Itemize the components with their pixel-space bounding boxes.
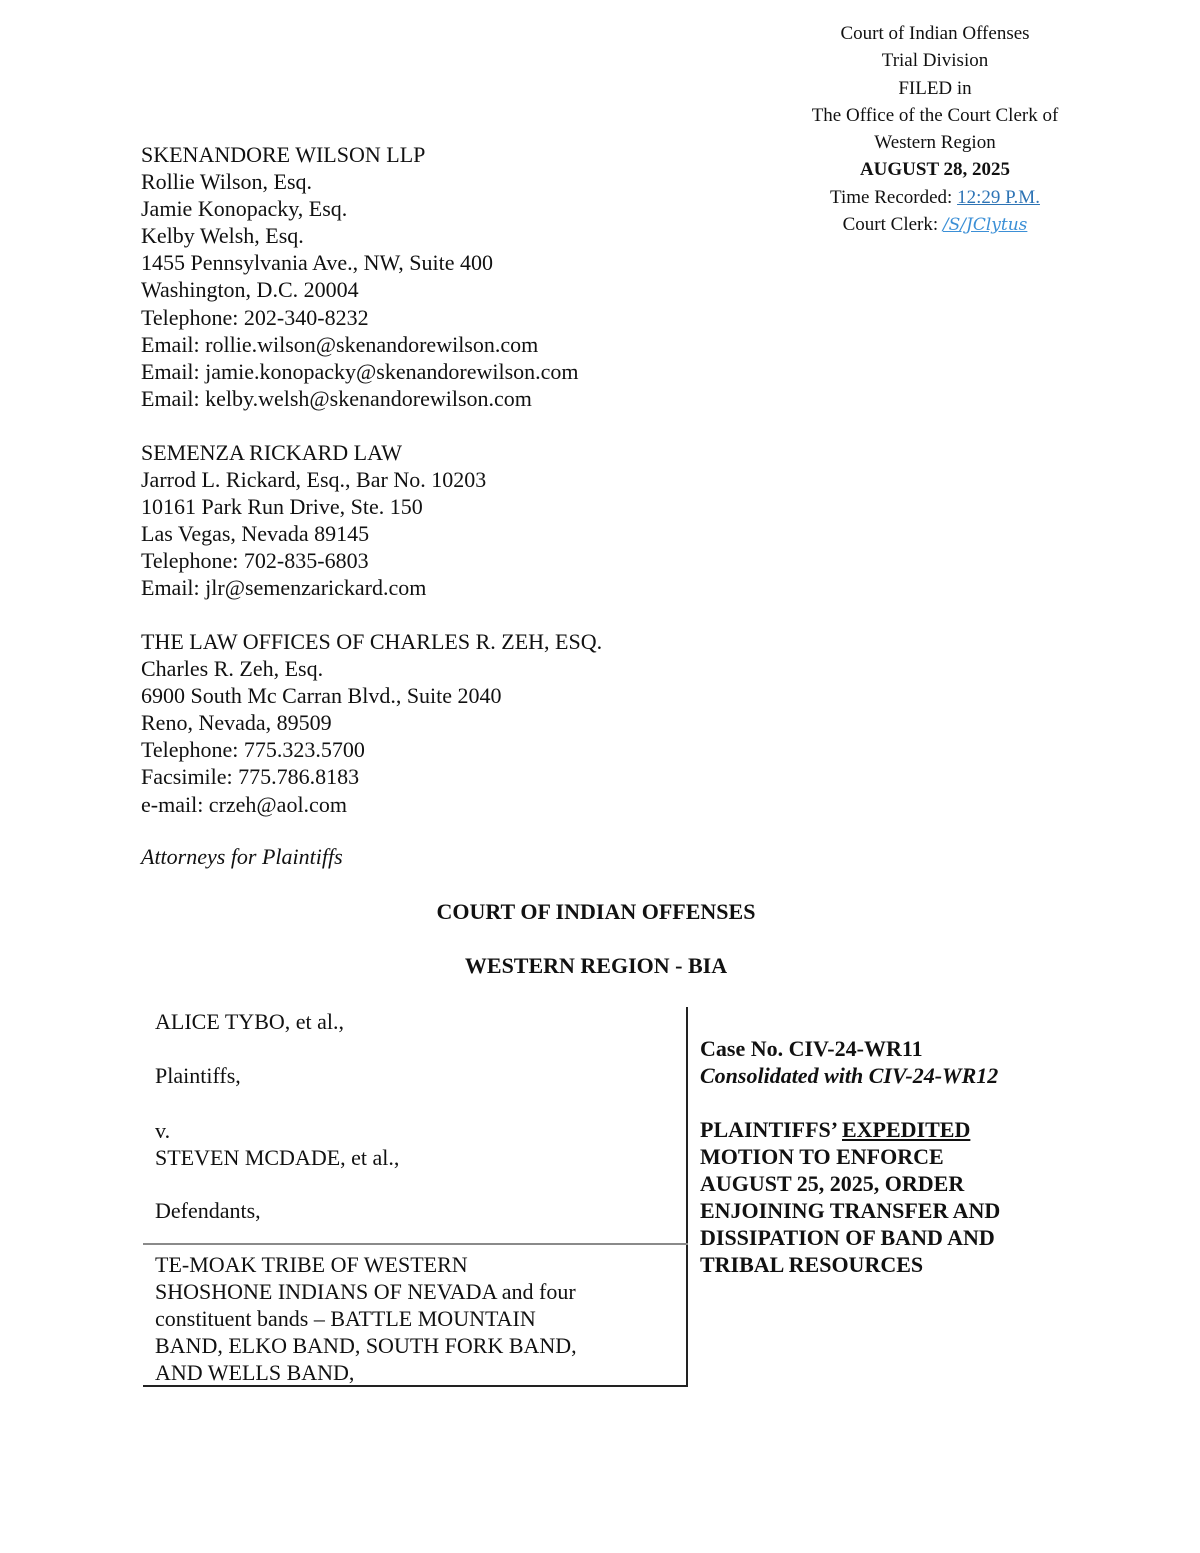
address-line: Las Vegas, Nevada 89145 (141, 521, 370, 547)
address-line: Reno, Nevada, 89509 (141, 710, 332, 736)
firm-name: SKENANDORE WILSON LLP (141, 142, 426, 167)
email: Email: kelby.welsh@skenandorewilson.com (141, 385, 532, 411)
counsel-block-skenandore-wilson (141, 141, 579, 412)
motion-title-line: AUGUST 25, 2025, ORDER (700, 1171, 965, 1197)
facsimile: Facsimile: 775.786.8183 (141, 764, 360, 790)
address-line: 1455 Pennsylvania Ave., NW, Suite 400 (141, 250, 493, 276)
intervenor-line: TE-MOAK TRIBE OF WESTERN (155, 1252, 468, 1277)
plaintiff-name: ALICE TYBO, et al., (155, 1009, 345, 1034)
intervenor-line: AND WELLS BAND, (155, 1360, 355, 1386)
attorney-name: Jamie Konopacky, Esq. (141, 196, 348, 222)
telephone: Telephone: 202-340-8232 (141, 304, 369, 330)
stamp-division: Trial Division (881, 50, 989, 72)
defendant-name: STEVEN MCDADE, et al., (155, 1145, 400, 1170)
stamp-time-value: 12:29 P.M. (957, 186, 1040, 208)
clerk-signature: /S/JClytus (942, 215, 1028, 236)
court-heading: COURT OF INDIAN OFFENSES (436, 899, 756, 924)
case-number: Case No. CIV-24-WR11 (700, 1036, 923, 1061)
counsel-block-charles-zeh (141, 628, 602, 818)
email: Email: jamie.konopacky@skenandorewilson.com (141, 358, 579, 384)
stamp-office: The Office of the Court Clerk of (811, 104, 1059, 126)
intervenor-parties (155, 1251, 577, 1386)
firm-name: THE LAW OFFICES OF CHARLES R. ZEH, ESQ. (141, 629, 603, 654)
address-line: 10161 Park Run Drive, Ste. 150 (141, 494, 423, 520)
counsel-block-semenza-rickard (141, 439, 486, 602)
stamp-region: Western Region (874, 132, 996, 154)
plaintiffs-label: Plaintiffs, (155, 1063, 241, 1088)
defendants-label: Defendants, (155, 1198, 261, 1223)
attorney-name: Charles R. Zeh, Esq. (141, 656, 324, 682)
email: Email: jlr@semenzarickard.com (141, 575, 427, 601)
stamp-date: AUGUST 28, 2025 (859, 159, 1011, 181)
motion-title (700, 1116, 1000, 1279)
filing-stamp (790, 20, 1080, 239)
attorney-name: Rollie Wilson, Esq. (141, 169, 313, 195)
motion-prefix: PLAINTIFFS’ (700, 1117, 842, 1142)
telephone: Telephone: 702-835-6803 (141, 548, 369, 574)
intervenor-line: SHOSHONE INDIANS OF NEVADA and four (155, 1279, 576, 1305)
court-region-heading: WESTERN REGION - BIA (464, 953, 728, 978)
firm-name: SEMENZA RICKARD LAW (141, 440, 403, 465)
stamp-time-row (790, 184, 1080, 211)
stamp-time-label: Time Recorded: (830, 186, 958, 208)
stamp-clerk-label: Court Clerk: (842, 214, 943, 236)
caption-middle-divider (143, 1243, 688, 1245)
attorney-name: Jarrod L. Rickard, Esq., Bar No. 10203 (141, 467, 487, 493)
telephone: Telephone: 775.323.5700 (141, 737, 365, 763)
intervenor-line: constituent bands – BATTLE MOUNTAIN (155, 1306, 536, 1332)
email: e-mail: crzeh@aol.com (141, 791, 347, 817)
motion-title-line: MOTION TO ENFORCE (700, 1144, 944, 1170)
caption-bottom-divider (143, 1385, 688, 1387)
motion-title-line: DISSIPATION OF BAND AND (700, 1225, 995, 1251)
attorney-name: Kelby Welsh, Esq. (141, 223, 304, 249)
stamp-court: Court of Indian Offenses (840, 23, 1030, 44)
motion-title-line (700, 1116, 1000, 1143)
consolidated-case: Consolidated with CIV-24-WR12 (700, 1063, 999, 1089)
address-line: Washington, D.C. 20004 (141, 277, 359, 303)
email: Email: rollie.wilson@skenandorewilson.com (141, 331, 539, 357)
caption-vertical-divider (686, 1007, 688, 1387)
address-line: 6900 South Mc Carran Blvd., Suite 2040 (141, 683, 502, 709)
motion-title-line: TRIBAL RESOURCES (700, 1252, 924, 1278)
stamp-clerk-row (790, 211, 1080, 239)
motion-title-line: ENJOINING TRANSFER AND (700, 1198, 1001, 1224)
intervenor-line: BAND, ELKO BAND, SOUTH FORK BAND, (155, 1333, 577, 1359)
attorneys-for-plaintiffs: Attorneys for Plaintiffs (141, 844, 343, 869)
stamp-filed-in: FILED in (898, 77, 972, 99)
motion-expedited: EXPEDITED (842, 1117, 971, 1142)
case-number-block (700, 1035, 998, 1089)
versus: v. (155, 1118, 171, 1143)
